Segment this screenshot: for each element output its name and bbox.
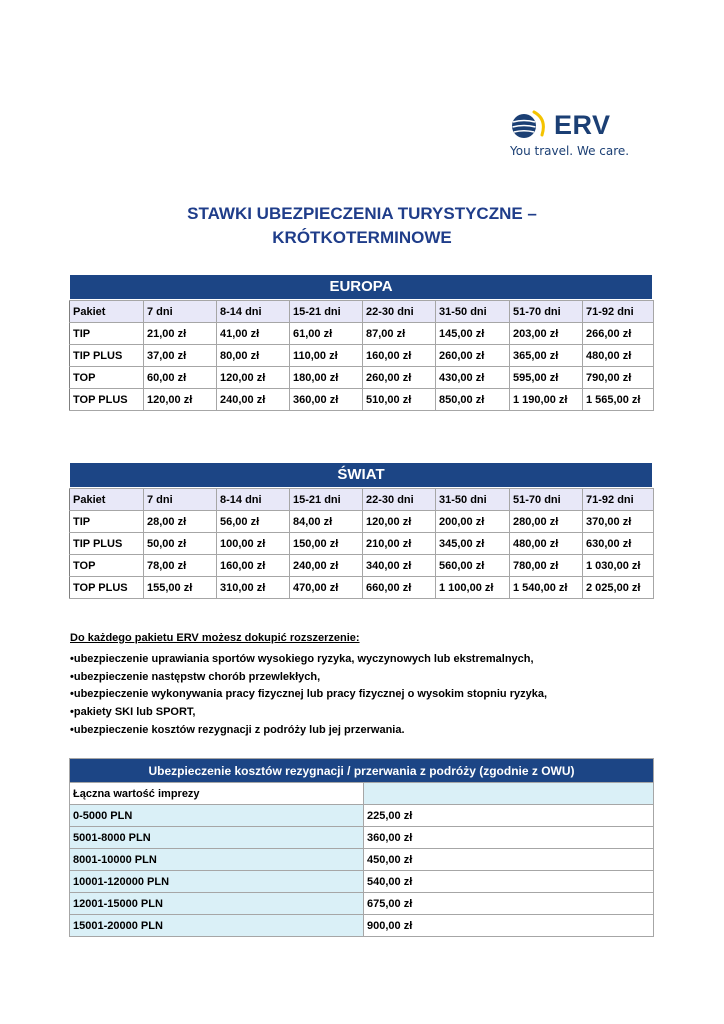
price-cell: 210,00 zł xyxy=(363,533,436,555)
header-cell: Pakiet xyxy=(70,489,144,511)
package-cell: TOP PLUS xyxy=(70,389,144,411)
value-range-cell: 0-5000 PLN xyxy=(70,805,364,827)
header-cell: 15-21 dni xyxy=(290,301,363,323)
price-cell: 2 025,00 zł xyxy=(583,577,654,599)
price-cell: 540,00 zł xyxy=(364,871,654,893)
value-range-cell: 8001-10000 PLN xyxy=(70,849,364,871)
swiat-rates-table xyxy=(69,488,654,599)
table-row xyxy=(70,805,654,827)
package-cell: TIP PLUS xyxy=(70,345,144,367)
table-row xyxy=(70,323,654,345)
package-cell: TIP PLUS xyxy=(70,533,144,555)
price-cell: 84,00 zł xyxy=(290,511,363,533)
header-cell: 8-14 dni xyxy=(217,489,290,511)
value-range-cell: 15001-20000 PLN xyxy=(70,915,364,937)
price-cell: 56,00 zł xyxy=(217,511,290,533)
price-cell: 560,00 zł xyxy=(436,555,510,577)
package-cell: TOP xyxy=(70,555,144,577)
price-cell: 1 100,00 zł xyxy=(436,577,510,599)
price-cell: 360,00 zł xyxy=(364,827,654,849)
table-row xyxy=(70,577,654,599)
extensions-section xyxy=(70,630,547,740)
price-cell: 260,00 zł xyxy=(436,345,510,367)
table-row xyxy=(70,871,654,893)
price-cell: 370,00 zł xyxy=(583,511,654,533)
price-cell: 340,00 zł xyxy=(363,555,436,577)
package-cell: TIP xyxy=(70,323,144,345)
table-row xyxy=(70,389,654,411)
header-cell: 51-70 dni xyxy=(510,489,583,511)
table-row xyxy=(70,849,654,871)
price-cell: 430,00 zł xyxy=(436,367,510,389)
logo-brand: ERV xyxy=(554,109,611,140)
price-cell: 120,00 zł xyxy=(217,367,290,389)
table-row xyxy=(70,783,654,805)
price-cell: 100,00 zł xyxy=(217,533,290,555)
price-cell: 160,00 zł xyxy=(217,555,290,577)
header-cell: 22-30 dni xyxy=(363,301,436,323)
price-cell: 110,00 zł xyxy=(290,345,363,367)
price-cell: 900,00 zł xyxy=(364,915,654,937)
price-cell: 150,00 zł xyxy=(290,533,363,555)
price-cell: 266,00 zł xyxy=(583,323,654,345)
header-cell: 8-14 dni xyxy=(217,301,290,323)
header-cell: 71-92 dni xyxy=(583,301,654,323)
package-cell: TIP xyxy=(70,511,144,533)
price-cell: 470,00 zł xyxy=(290,577,363,599)
header-cell: 22-30 dni xyxy=(363,489,436,511)
header-cell: 7 dni xyxy=(144,301,217,323)
package-cell: TOP PLUS xyxy=(70,577,144,599)
list-item: •ubezpieczenie kosztów rezygnacji z podróży lub jej przerwania. xyxy=(70,723,405,736)
europa-rates-table xyxy=(69,300,654,411)
price-cell: 50,00 zł xyxy=(144,533,217,555)
extensions-heading: Do każdego pakietu ERV możesz dokupić rozszerzenie: xyxy=(70,632,360,644)
price-cell: 675,00 zł xyxy=(364,893,654,915)
price-cell: 37,00 zł xyxy=(144,345,217,367)
empty-cell xyxy=(364,783,654,805)
price-cell: 360,00 zł xyxy=(290,389,363,411)
price-cell: 660,00 zł xyxy=(363,577,436,599)
price-cell: 120,00 zł xyxy=(144,389,217,411)
price-cell: 200,00 zł xyxy=(436,511,510,533)
price-cell: 145,00 zł xyxy=(436,323,510,345)
header-cell: 7 dni xyxy=(144,489,217,511)
price-cell: 310,00 zł xyxy=(217,577,290,599)
price-cell: 260,00 zł xyxy=(363,367,436,389)
price-cell: 120,00 zł xyxy=(363,511,436,533)
price-cell: 780,00 zł xyxy=(510,555,583,577)
table-row xyxy=(70,345,654,367)
price-cell: 80,00 zł xyxy=(217,345,290,367)
price-cell: 365,00 zł xyxy=(510,345,583,367)
list-item: •ubezpieczenie następstw chorób przewlekłych, xyxy=(70,670,321,683)
price-cell: 180,00 zł xyxy=(290,367,363,389)
header-cell: 15-21 dni xyxy=(290,489,363,511)
price-cell: 1 190,00 zł xyxy=(510,389,583,411)
table-header-row xyxy=(70,489,654,511)
table-header-row xyxy=(70,301,654,323)
value-range-cell: 5001-8000 PLN xyxy=(70,827,364,849)
table-row xyxy=(70,827,654,849)
europa-banner: EUROPA xyxy=(70,275,652,299)
cancellation-subheading: Łączna wartość imprezy xyxy=(70,783,364,805)
swiat-banner: ŚWIAT xyxy=(70,463,652,487)
price-cell: 345,00 zł xyxy=(436,533,510,555)
price-cell: 850,00 zł xyxy=(436,389,510,411)
list-item: •ubezpieczenie wykonywania pracy fizycznej lub pracy fizycznej o wysokim stopniu ryzyka, xyxy=(70,688,548,701)
price-cell: 28,00 zł xyxy=(144,511,217,533)
cancellation-heading: Ubezpieczenie kosztów rezygnacji / przerwania z podróży (zgodnie z OWU) xyxy=(70,759,654,783)
header-cell: Pakiet xyxy=(70,301,144,323)
price-cell: 160,00 zł xyxy=(363,345,436,367)
price-cell: 87,00 zł xyxy=(363,323,436,345)
price-cell: 61,00 zł xyxy=(290,323,363,345)
price-cell: 203,00 zł xyxy=(510,323,583,345)
header-cell: 71-92 dni xyxy=(583,489,654,511)
header-cell: 31-50 dni xyxy=(436,301,510,323)
package-cell: TOP xyxy=(70,367,144,389)
table-row xyxy=(70,893,654,915)
value-range-cell: 10001-120000 PLN xyxy=(70,871,364,893)
price-cell: 630,00 zł xyxy=(583,533,654,555)
table-row xyxy=(70,915,654,937)
price-cell: 60,00 zł xyxy=(144,367,217,389)
price-cell: 1 565,00 zł xyxy=(583,389,654,411)
price-cell: 790,00 zł xyxy=(583,367,654,389)
price-cell: 240,00 zł xyxy=(217,389,290,411)
table-row xyxy=(70,533,654,555)
page-title-line2: KRÓTKOTERMINOWE xyxy=(272,228,452,247)
header-cell: 51-70 dni xyxy=(510,301,583,323)
page-title-line1: STAWKI UBEZPIECZENIA TURYSTYCZNE – xyxy=(187,204,537,223)
table-row xyxy=(70,511,654,533)
price-cell: 155,00 zł xyxy=(144,577,217,599)
list-item: •ubezpieczenie uprawiania sportów wysokiego ryzyka, wyczynowych lub ekstremalnych, xyxy=(70,652,534,665)
header-cell: 31-50 dni xyxy=(436,489,510,511)
value-range-cell: 12001-15000 PLN xyxy=(70,893,364,915)
price-cell: 480,00 zł xyxy=(510,533,583,555)
logo-tagline: You travel. We care. xyxy=(510,144,630,158)
erv-logo xyxy=(510,108,650,164)
price-cell: 1 030,00 zł xyxy=(583,555,654,577)
price-cell: 480,00 zł xyxy=(583,345,654,367)
price-cell: 78,00 zł xyxy=(144,555,217,577)
price-cell: 1 540,00 zł xyxy=(510,577,583,599)
price-cell: 450,00 zł xyxy=(364,849,654,871)
price-cell: 240,00 zł xyxy=(290,555,363,577)
cancellation-table xyxy=(69,758,654,937)
table-row xyxy=(70,555,654,577)
table-row xyxy=(70,367,654,389)
price-cell: 41,00 zł xyxy=(217,323,290,345)
price-cell: 280,00 zł xyxy=(510,511,583,533)
list-item: •pakiety SKI lub SPORT, xyxy=(70,706,196,719)
price-cell: 21,00 zł xyxy=(144,323,217,345)
price-cell: 595,00 zł xyxy=(510,367,583,389)
price-cell: 510,00 zł xyxy=(363,389,436,411)
erv-globe-icon xyxy=(510,109,550,141)
price-cell: 225,00 zł xyxy=(364,805,654,827)
